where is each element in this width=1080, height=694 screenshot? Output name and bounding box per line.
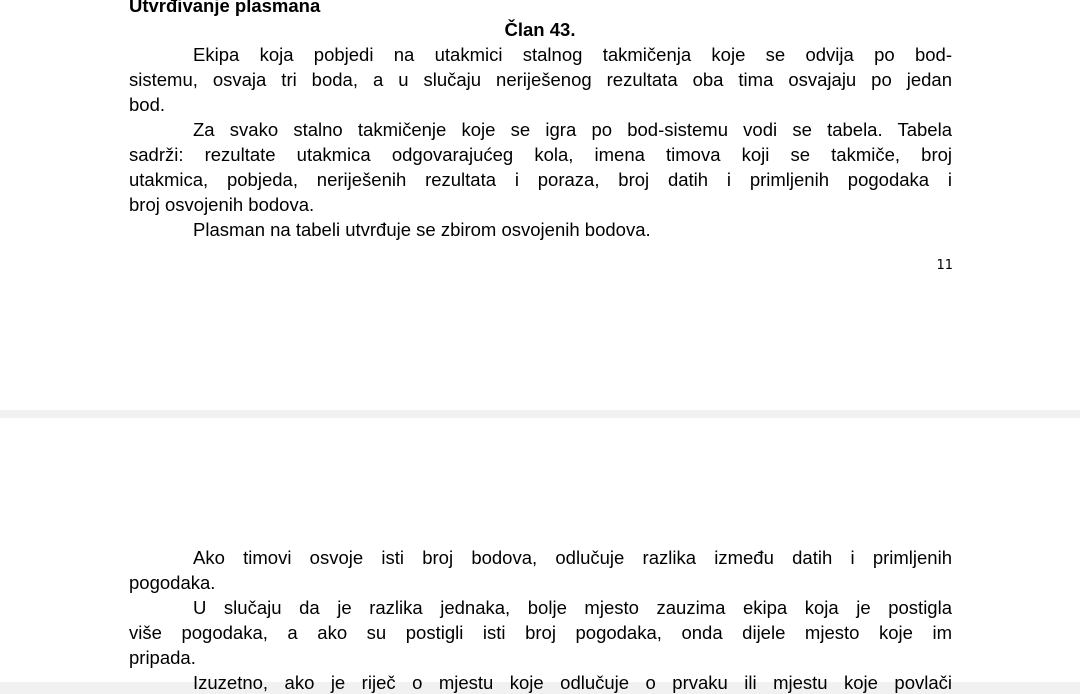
paragraph-line: bod. [129, 94, 166, 115]
paragraph-line: Ekipa koja pobjedi na utakmici stalnog takmičenja koje se odvija po bod- [193, 44, 952, 65]
paragraph-line: Za svako stalno takmičenje koje se igra po bod-sistemu vodi se tabela. Tabela [193, 119, 952, 140]
paragraph-line: Izuzetno, ako je riječ o mjestu koje odlučuje o prvaku ili mjestu koje povlači [193, 672, 952, 693]
paragraph-line: sistemu, osvaja tri boda, a u slučaju neriješenog rezultata oba tima osvajaju po jedan [129, 69, 952, 90]
paragraph-line: U slučaju da je razlika jednaka, bolje mjesto zauzima ekipa koja je postigla [193, 597, 952, 618]
paragraph-line: broj osvojenih bodova. [129, 194, 315, 215]
page-number: 11 [936, 258, 953, 273]
paragraph-line: Plasman na tabeli utvrđuje se zbirom osvojenih bodova. [193, 219, 651, 240]
paragraph-line: pripada. [129, 647, 196, 668]
paragraph-line: više pogodaka, a ako su postigli isti broj pogodaka, onda dijele mjesto koje im [129, 622, 952, 643]
paragraph-line: Ako timovi osvoje isti broj bodova, odlučuje razlika između datih i primljenih [193, 547, 952, 568]
paragraph-line: utakmica, pobjeda, neriješenih rezultata i poraza, broj datih i primljenih pogodaka i [129, 169, 952, 190]
section-heading: Utvrđivanje plasmana [129, 0, 321, 16]
article-title: Član 43. [504, 19, 576, 40]
paragraph-line: sadrži: rezultate utakmica odgovarajućeg kola, imena timova koji se takmiče, broj [129, 144, 952, 165]
document-page-bottom [0, 418, 1080, 693]
paragraph-line: pogodaka. [129, 572, 216, 593]
